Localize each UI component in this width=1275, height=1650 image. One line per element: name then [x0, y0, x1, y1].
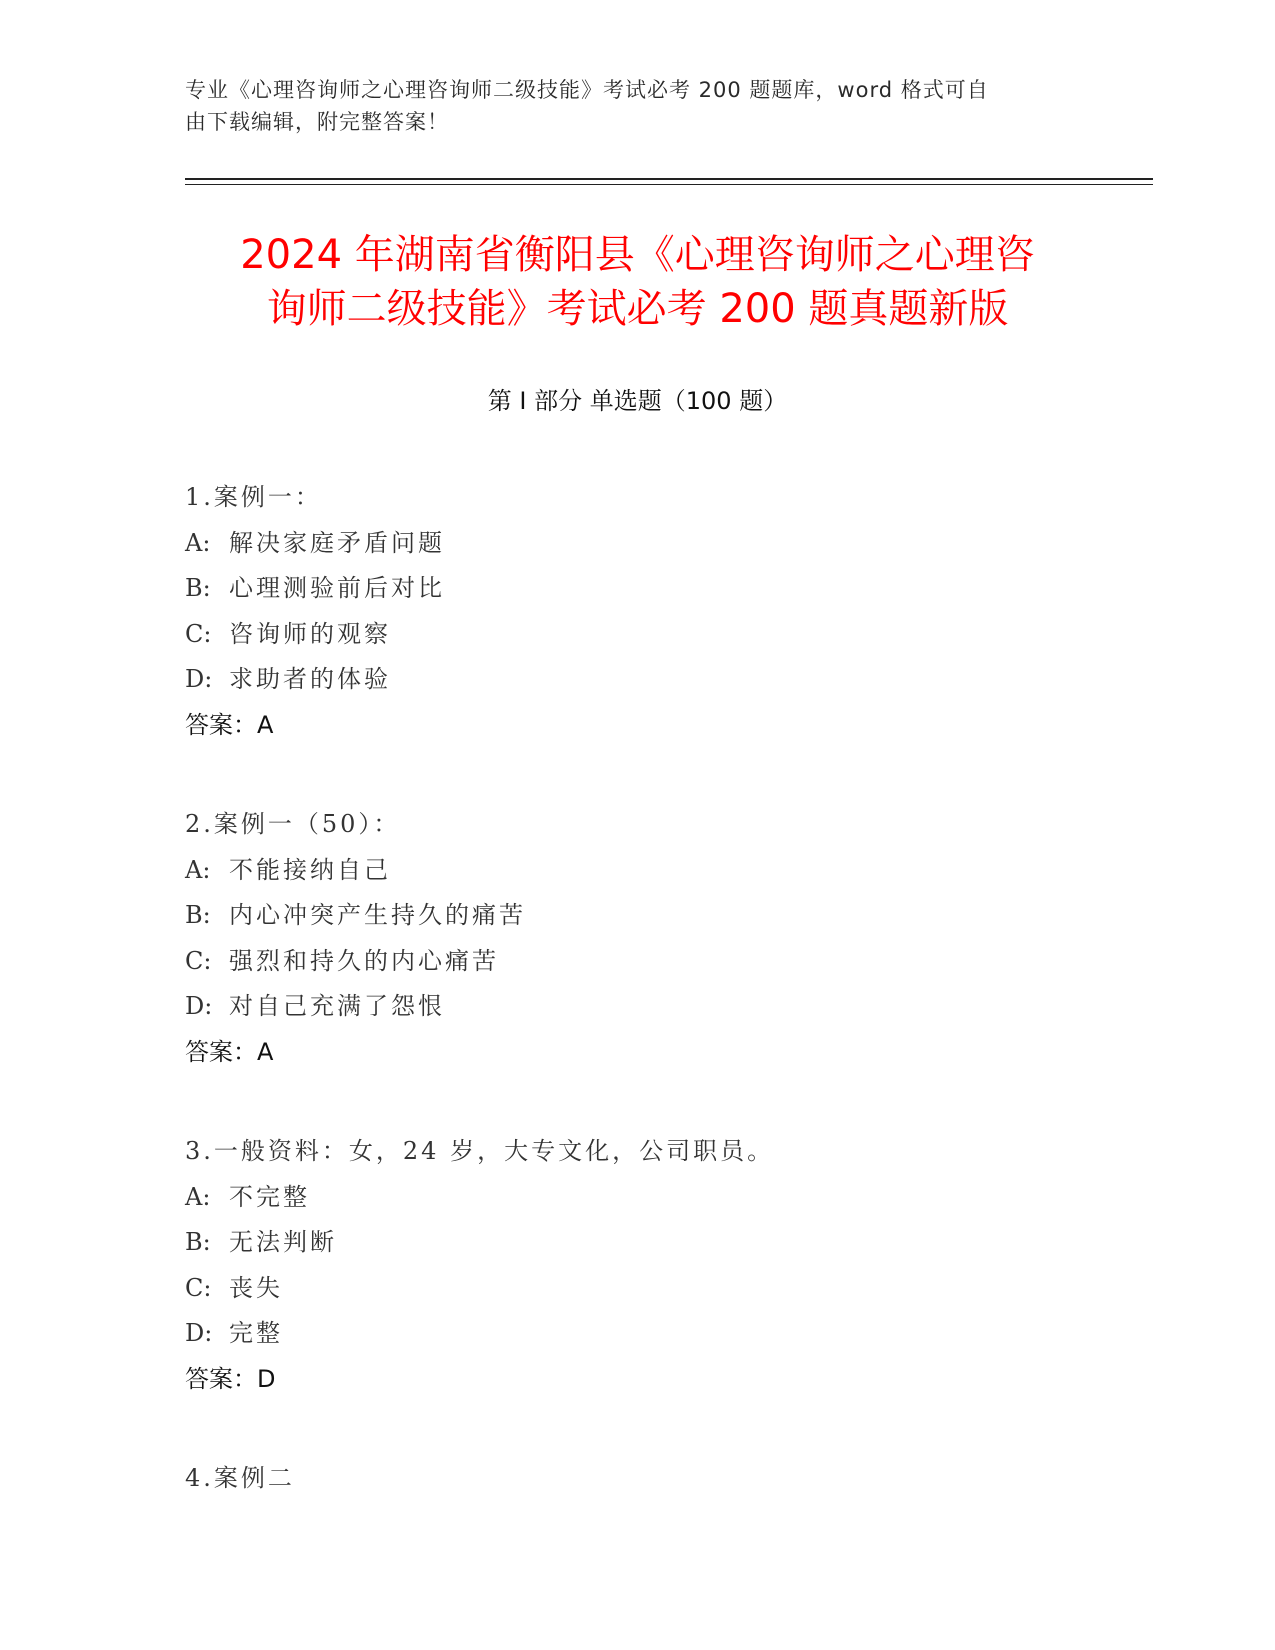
option-c: [185, 1266, 1145, 1312]
option-b: [185, 893, 1145, 939]
question-4: [185, 1456, 1145, 1502]
option-d: [185, 1311, 1145, 1357]
header-note: [185, 74, 1065, 138]
answer-label: 答案：: [185, 1037, 257, 1066]
answer-value: D: [257, 1364, 276, 1393]
question-stem: 3.一般资料：女，24 岁，大专文化，公司职员。: [185, 1137, 775, 1165]
option-letter: B:: [185, 1228, 211, 1256]
answer-value: A: [257, 710, 274, 739]
option-text: 无法判断: [229, 1228, 337, 1256]
question-3: [185, 1129, 1145, 1402]
question-stem: 1.案例一：: [185, 483, 322, 511]
answer-label: 答案：: [185, 710, 257, 739]
option-letter: C:: [185, 1273, 212, 1302]
option-c: [185, 939, 1145, 985]
option-letter: B:: [185, 574, 211, 602]
option-letter: A:: [185, 528, 211, 557]
answer-line: [185, 1357, 1145, 1403]
question-1: [185, 475, 1145, 748]
option-d: [185, 657, 1145, 703]
question-stem: 2.案例一（50）：: [185, 810, 401, 838]
question-stem: 4.案例二: [185, 1464, 295, 1492]
option-letter: A:: [185, 855, 211, 884]
option-letter: D:: [185, 992, 213, 1020]
option-letter: A:: [185, 1182, 211, 1211]
document-title-line-1: 2024 年湖南省衡阳县《心理咨询师之心理咨: [240, 232, 1035, 278]
document-title: [150, 228, 1125, 336]
option-a: [185, 1175, 1145, 1221]
option-text: 心理测验前后对比: [229, 574, 445, 602]
option-a: [185, 848, 1145, 894]
header-note-line-2: 由下载编辑，附完整答案！: [185, 110, 449, 134]
answer-line: [185, 1030, 1145, 1076]
option-letter: C:: [185, 946, 212, 975]
answer-label: 答案：: [185, 1364, 257, 1393]
option-text: 丧失: [229, 1273, 283, 1302]
section-heading: 第 I 部分 单选题（100 题）: [487, 387, 788, 415]
option-text: 不能接纳自己: [229, 855, 391, 884]
option-letter: D:: [185, 1319, 213, 1347]
question-2: [185, 802, 1145, 1075]
option-text: 对自己充满了怨恨: [229, 992, 445, 1020]
option-letter: B:: [185, 901, 211, 929]
option-letter: C:: [185, 619, 212, 648]
document-title-line-2: 询师二级技能》考试必考 200 题真题新版: [266, 286, 1009, 332]
option-text: 内心冲突产生持久的痛苦: [229, 901, 526, 929]
header-rule-thin: [185, 184, 1153, 185]
question-list: [185, 475, 1145, 1556]
option-text: 求助者的体验: [229, 665, 391, 693]
option-a: [185, 521, 1145, 567]
option-letter: D:: [185, 665, 213, 693]
answer-line: [185, 703, 1145, 749]
option-d: [185, 984, 1145, 1030]
header-note-line-1: 专业《心理咨询师之心理咨询师二级技能》考试必考 200 题题库，word 格式可自: [185, 78, 989, 102]
option-text: 不完整: [229, 1182, 310, 1211]
answer-value: A: [257, 1037, 274, 1066]
option-b: [185, 1220, 1145, 1266]
option-text: 完整: [229, 1319, 283, 1347]
option-b: [185, 566, 1145, 612]
option-text: 解决家庭矛盾问题: [229, 528, 445, 557]
option-text: 强烈和持久的内心痛苦: [229, 946, 499, 975]
option-c: [185, 612, 1145, 658]
header-rule-thick: [185, 178, 1153, 180]
option-text: 咨询师的观察: [229, 619, 391, 648]
